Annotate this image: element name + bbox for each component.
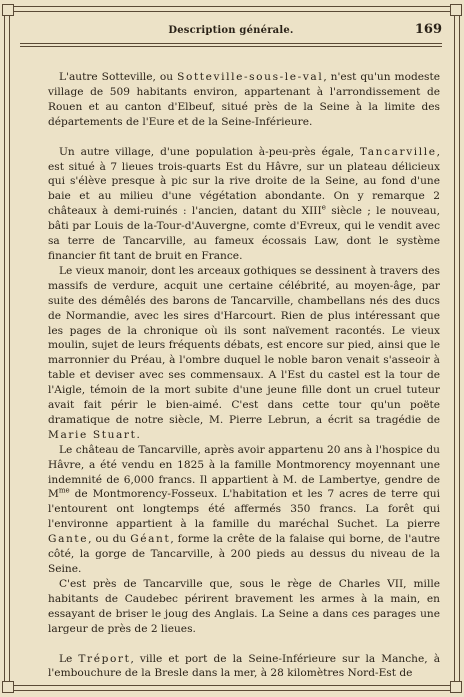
frame-corner-ornament <box>450 4 462 16</box>
place-name: Tréport <box>78 652 131 665</box>
paragraph-text: Le château de Tancarville, après avoir appartenu 20 ans à l'hospice du Hâvre, a été vendu en 1825 à la famille Montmorency moyennant une indemnité de 6,000 francs. Il appartient à M. de Lambertye, gendre de M <box>48 443 440 501</box>
paragraph-text: , ou du <box>88 533 131 546</box>
paragraph-chateau <box>48 443 440 577</box>
paragraph-tancarville <box>48 145 440 264</box>
paragraph-charles-vii <box>48 577 440 637</box>
paragraph-sotteville <box>48 70 440 130</box>
paragraph-text: L'autre Sotteville, ou <box>59 71 178 83</box>
place-name: Tancarville <box>359 145 437 158</box>
paragraph-text: Le vieux manoir, dont les arceaux gothiques se dessinent à travers des massifs de verdure, acquit une certaine célébrité, au moyen-âge, par suite des démêlés des barons de Tancarville, chambellans nés des ducs de Normandie, avec les sires d'Harcourt. Rien de plus intéressant que les pages de la chronique où ils sont naïvement racontés. Le vieux moulin, sujet de leurs fréquents débats, est encore sur pied, ainsi que le marronnier du Préau, à l'ombre duquel le noble baron venait s'asseoir à table et deviser avec ses commensaux. A l'Est du castel est la tour de l'Aigle, témoin de la mort subite d'une jeune fille dont un cruel tuteur avait fait périr le bien-aimé. C'est dans cette tour qu'un poëte dramatique de notre siècle, M. Pierre Lebrun, a écrit sa tragédie de <box>48 264 440 426</box>
paragraph-text: siècle ; le nouveau, bâti par Louis de la-Tour-d'Auvergne, comte d'Evreux, qui le vendit avec sa terre de Tancarville, au fameux écossais Law, dont le système financier fit tant de bruit en France. <box>48 205 440 262</box>
paragraph-vieux-manoir <box>48 264 440 443</box>
paragraph-text: Le <box>59 652 79 665</box>
place-name: Sotteville-sous-le-val <box>177 71 324 83</box>
frame-corner-ornament <box>2 681 14 693</box>
paragraph-text: Un autre village, d'une population à-peu-près égale, <box>59 145 360 158</box>
superscript: e <box>321 203 326 212</box>
superscript: me <box>58 486 70 495</box>
paragraph-text: de Montmorency-Fosseux. L'habitation et les 7 acres de terre qui l'entourent ont longtemps été affermés 350 francs. La forêt qui l'environne appartient à la famille du maréchal Suchet. La pierre <box>48 488 440 531</box>
paragraph-text: , ville et port de la Seine-Inférieure sur la Manche, à l'embouchure de la Bresle dans la mer, à 28 kilomètres Nord-Est de <box>48 652 441 680</box>
paragraph-text: , n'est qu'un modeste village de 509 habitants environ, appartenant à l'arrondissement de Rouen et au canton d'Elbeuf, situé près de la Seine à la limite des départements de l'Eure et de la Seine-Inférieure. <box>48 71 440 128</box>
paragraph-text: . <box>136 428 140 441</box>
place-name: Gante <box>48 533 89 546</box>
place-name: Géant <box>130 533 171 546</box>
paragraph-text: , est situé à 7 lieues trois-quarts Est du Hâvre, sur un plateau délicieux qui s'élève presque à pic sur la rive droite de la Seine, au fond d'une baie et au milieu d'une végétation abondante. On y remarque 2 châteaux à demi-ruinés : l'ancien, datant du XIII <box>48 145 440 218</box>
frame-corner-ornament <box>2 4 14 16</box>
work-title: Marie Stuart <box>48 428 137 441</box>
paragraph-text: C'est près de Tancarville que, sous le rège de Charles VII, mille habitants de Caudebec périrent bravement les armes à la main, en essayant de briser le joug des Anglais. La Seine a dans ces parages une largeur de près de 2 lieues. <box>48 577 440 635</box>
body-text <box>48 70 440 681</box>
header-rule <box>20 43 442 47</box>
paragraph-text: , forme la crête de la falaise qui borne, de l'autre côté, la gorge de Tancarville, à 200 pieds au dessus du niveau de la Seine. <box>48 533 440 575</box>
paragraph-treport <box>48 652 440 682</box>
page-number: 169 <box>414 22 442 37</box>
header-title: Description générale. <box>168 25 294 36</box>
frame-corner-ornament <box>450 681 462 693</box>
running-header <box>20 22 442 42</box>
